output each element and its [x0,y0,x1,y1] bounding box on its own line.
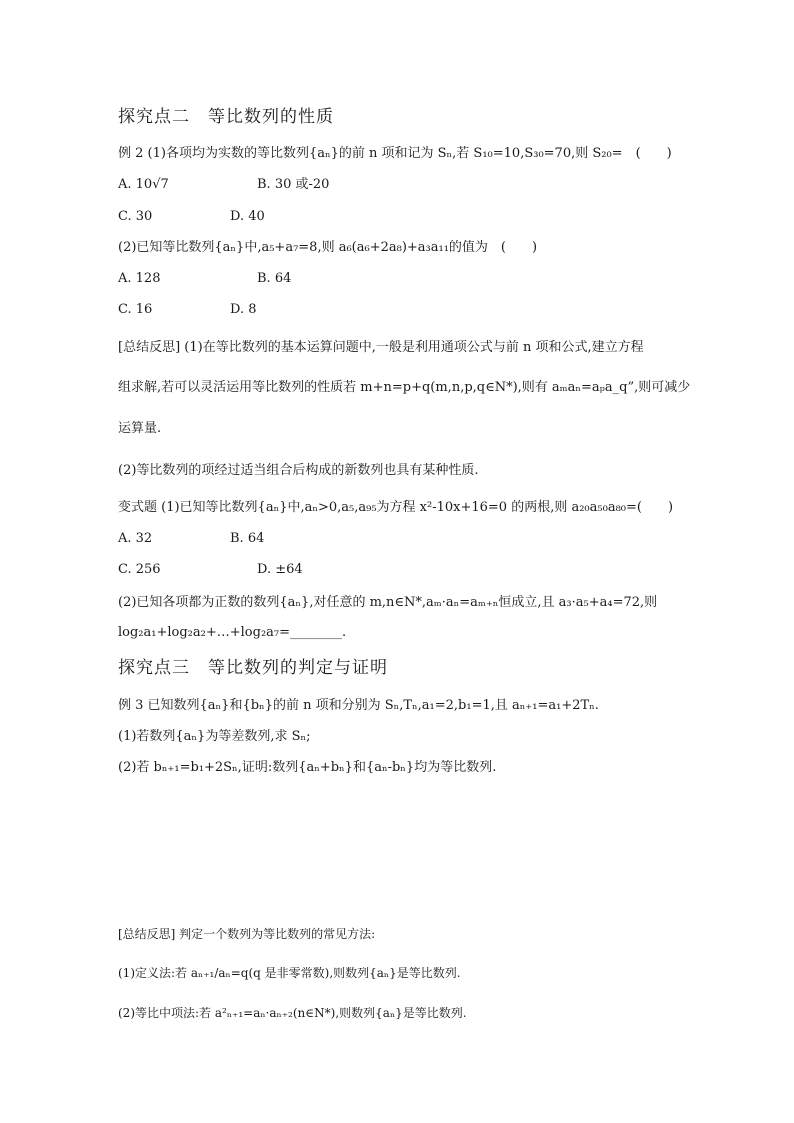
var1-option-b: B. 64 [230,531,265,546]
var1-option-a: A. 32 [118,531,153,546]
example3-part1: (1)若数列{aₙ}为等差数列,求 Sₙ; [118,729,311,744]
example3-part2: (2)若 bₙ₊₁=b₁+2Sₙ,证明:数列{aₙ+bₙ}和{aₙ-bₙ}均为等比数列. [118,760,497,775]
var1-option-c: C. 256 [118,562,161,577]
section2-title: 探究点二 等比数列的性质 [118,107,334,127]
summary2-geometric-mean-method: (2)等比中项法:若 a²ₙ₊₁=aₙ·aₙ₊₂(n∈N*),则数列{aₙ}是等比数列. [118,1006,467,1020]
ex2-1-option-c: C. 30 [118,209,153,224]
summary2-definition-method: (1)定义法:若 aₙ₊₁/aₙ=q(q 是非零常数),则数列{aₙ}是等比数列. [118,966,461,980]
variant-question1: 变式题 (1)已知等比数列{aₙ}中,aₙ>0,a₅,a₉₅为方程 x²-10x+16=0 的两根,则 a₂₀a₅₀a₈₀=( ) [118,500,674,515]
variant-question2-line1: (2)已知各项都为正数的数列{aₙ},对任意的 m,n∈N*,aₘ·aₙ=aₘ₊ₙ恒成立,且 a₃·a₅+a₄=72,则 [118,595,658,610]
summary1-point2: (2)等比数列的项经过适当组合后构成的新数列也具有某种性质. [118,463,479,478]
section3-title: 探究点三 等比数列的判定与证明 [118,658,388,678]
ex2-1-option-b: B. 30 或-20 [257,177,330,192]
ex2-1-option-a: A. 10√7 [118,177,169,192]
summary1-line1: [总结反思] (1)在等比数列的基本运算问题中,一般是利用通项公式与前 n 项和公式,建立方程 [118,340,644,355]
ex2-2-option-a: A. 128 [118,271,161,286]
var1-option-d: D. ±64 [257,562,303,577]
example2-part1: 例 2 (1)各项均为实数的等比数列{aₙ}的前 n 项和记为 Sₙ,若 S₁₀=10,S₃₀=70,则 S₂₀= ( ) [118,146,672,161]
summary2-title: [总结反思] 判定一个数列为等比数列的常见方法: [118,927,376,941]
summary1-line2: 组求解,若可以灵活运用等比数列的性质若 m+n=p+q(m,n,p,q∈N*),则有 aₘaₙ=aₚa_q”,则可减少 [118,380,691,395]
summary1-line3: 运算量. [118,421,162,436]
ex2-2-option-d: D. 8 [230,302,257,317]
variant-question2-line2: log₂a₁+log₂a₂+…+log₂a₇=________. [118,625,347,640]
ex2-2-option-b: B. 64 [257,271,292,286]
ex2-1-option-d: D. 40 [230,209,265,224]
example2-part2: (2)已知等比数列{aₙ}中,a₅+a₇=8,则 a₆(a₆+2a₈)+a₃a₁₁的值为 ( ) [118,240,538,255]
example3: 例 3 已知数列{aₙ}和{bₙ}的前 n 项和分别为 Sₙ,Tₙ,a₁=2,b₁=1,且 aₙ₊₁=a₁+2Tₙ. [118,698,599,713]
ex2-2-option-c: C. 16 [118,302,153,317]
